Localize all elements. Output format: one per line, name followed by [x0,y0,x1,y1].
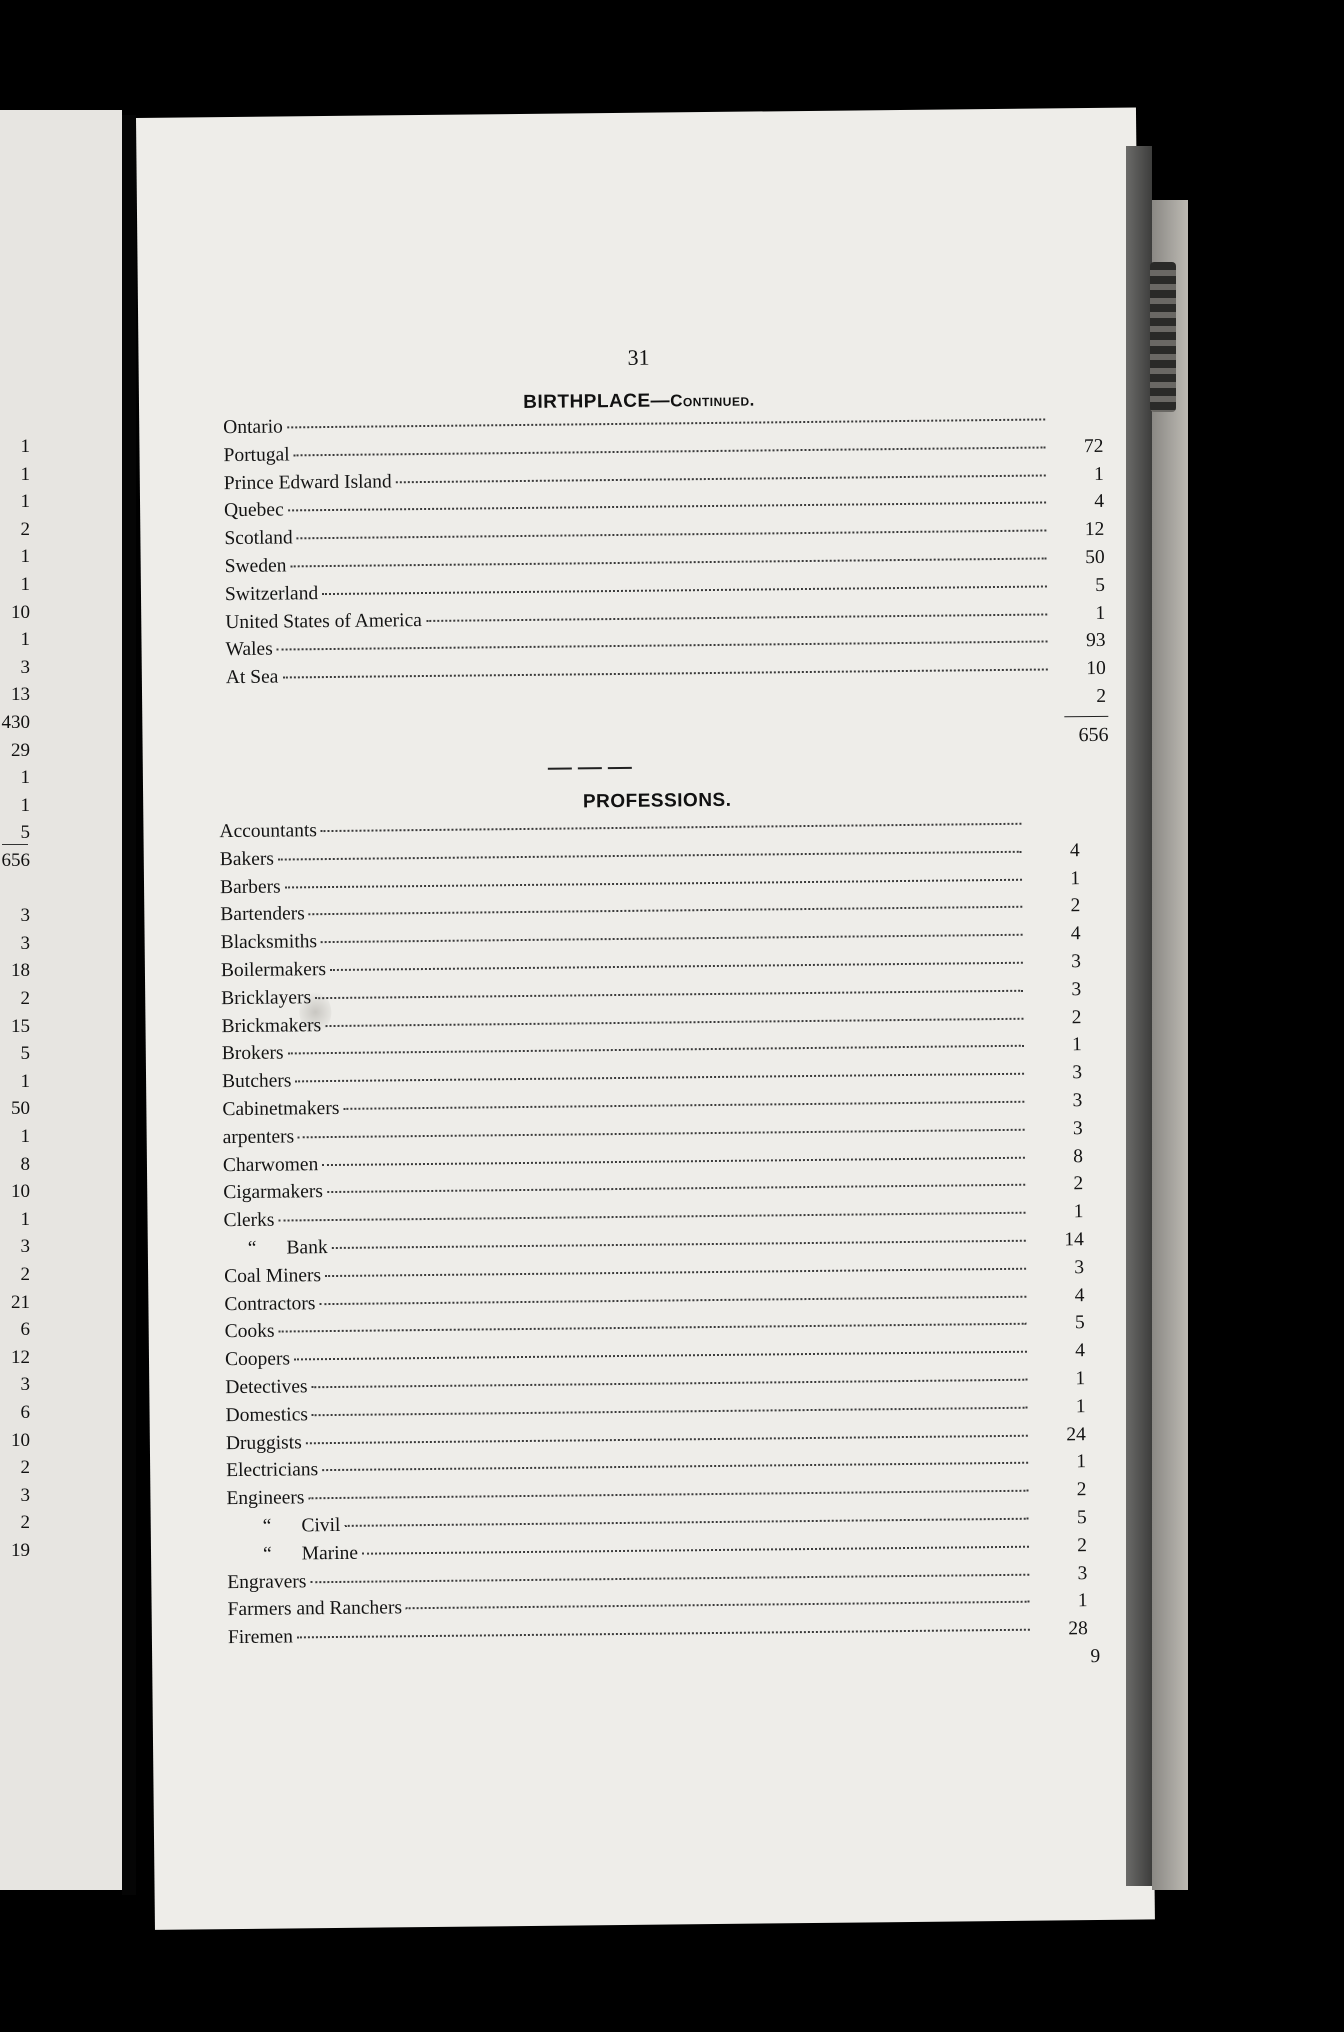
entry-label: Accountants [219,820,318,843]
entry-value: 2 [1077,1534,1088,1556]
entry-value: 3 [1072,1062,1083,1084]
spine-ornament [1150,262,1176,412]
birthplace-heading-main: BIRTHPLACE— [523,390,671,413]
ditto-mark: “ [262,1515,272,1537]
dot-leader [315,990,1023,999]
left-page-number: 3 [20,656,30,678]
entry-label: Wales [225,638,273,661]
entry-label: Blacksmiths [220,931,318,954]
entry-value: 14 [1064,1229,1084,1251]
left-page-number: 1 [20,794,30,816]
ditto-mark: “ [262,1543,272,1565]
entry-value: 3 [1077,1562,1088,1584]
left-page-number: 1 [20,629,30,651]
dot-leader [297,1629,1030,1639]
entry-label: Bank [286,1237,328,1259]
entry-label: Civil [301,1514,341,1537]
entry-value: 12 [1084,519,1105,541]
entry-label: Domestics [225,1404,309,1426]
entry-value: 50 [1085,546,1105,569]
entry-value: 5 [1074,1312,1085,1334]
entry-value: 1 [1073,1201,1084,1223]
entry-value: 4 [1094,491,1105,513]
entry-value: 3 [1072,1090,1083,1112]
dot-leader [277,641,1048,651]
entry-label: Cooks [224,1320,275,1343]
left-page-number: 2 [20,518,30,540]
dot-leader [319,1295,1026,1304]
entry-value: 1 [1093,463,1104,485]
left-page-number: 1 [20,574,30,595]
left-page-number: 1 [20,1208,30,1230]
left-page-number: 1 [20,436,30,457]
left-page-number: 1 [20,1070,30,1092]
birthplace-total-rule [1064,716,1108,717]
dot-leader [332,1240,1026,1249]
left-page-number: 1 [20,767,30,789]
left-page-number: 13 [11,684,30,706]
entry-label: Boilermakers [220,959,327,982]
entry-value: 2 [1076,1479,1087,1501]
dot-leader [279,1323,1027,1333]
birthplace-heading-continued: Continued. [670,390,755,411]
extra-value: 2 [1096,685,1107,707]
entry-label: Contractors [224,1292,316,1315]
entry-label: Scotland [224,527,293,550]
entry-label: Coal Miners [224,1264,322,1287]
entry-label: Ontario [223,416,283,439]
left-page-number: 1 [20,1126,30,1147]
left-page-number: 50 [11,1098,30,1120]
entry-value: 4 [1070,923,1081,945]
entry-value: 1 [1077,1590,1088,1612]
entry-label: Charwomen [222,1153,319,1176]
entry-value: 1 [1075,1395,1086,1417]
entry-label: Bartenders [220,903,305,926]
left-page-number: 656 [1,850,30,871]
dot-leader [278,1212,1025,1222]
entry-value: 28 [1068,1618,1088,1640]
entry-label: Bakers [219,848,275,870]
entry-label: Barbers [219,876,281,898]
professions-heading: PROFESSIONS. [582,789,732,813]
entry-value: 1 [1071,1034,1082,1056]
dot-leader [278,851,1022,861]
ditto-mark: “ [247,1237,257,1259]
entry-label: Brickmakers [221,1014,322,1037]
entry-label: Bricklayers [221,986,312,1009]
entry-label: Clerks [223,1209,275,1232]
dot-leader [309,906,1023,915]
entry-label: Switzerland [224,582,319,605]
left-page-number: 3 [20,1236,30,1258]
entry-value: 3 [1071,978,1082,1001]
book-edge [1152,200,1188,1890]
left-page-number: 15 [11,1015,30,1037]
entry-value [1055,424,1103,425]
left-page-fragment [0,110,122,1890]
left-page-number: 29 [11,739,30,761]
page-edge-shadow [1126,146,1152,1886]
dot-leader [290,557,1046,567]
entry-label: Farmers and Ranchers [227,1597,403,1621]
entry-label: Druggists [225,1431,302,1454]
entry-value: 3 [1072,1117,1083,1140]
dot-leader [322,585,1047,595]
right-page [136,108,1155,1930]
dot-leader [282,669,1047,679]
entry-label: Detectives [225,1376,308,1399]
dot-leader [426,613,1047,622]
entry-label: Cabinetmakers [222,1097,340,1121]
left-page-number: 6 [20,1402,30,1423]
left-page-number: 3 [20,905,30,927]
dot-leader [310,1573,1029,1583]
left-page-number: 3 [20,932,30,954]
entry-value: 5 [1095,574,1106,596]
left-page-number: 3 [20,1374,30,1396]
entry-value: 2 [1070,895,1081,917]
entry-label: Firemen [227,1626,294,1649]
entry-label: Engravers [227,1570,307,1593]
dot-leader [295,1073,1024,1083]
dot-leader [288,502,1046,512]
left-page-number: 10 [11,601,30,623]
entry-label: Prince Edward Island [223,470,392,494]
entry-label: Marine [301,1542,359,1565]
left-page-number: 21 [11,1291,30,1313]
birthplace-extra-values [1046,686,1106,714]
left-page-number: 1 [20,491,30,513]
extra-value: 9 [1090,1645,1101,1668]
professions-extra-values [1040,1646,1100,1674]
dot-leader [312,1406,1028,1415]
entry-value: 93 [1085,630,1106,652]
dot-leader [322,1156,1025,1165]
section-separator [548,767,632,770]
left-page-number: 5 [20,1043,30,1065]
dot-leader [330,962,1023,971]
entry-value: 3 [1071,951,1081,973]
left-page-number: 10 [11,1429,30,1451]
left-page-number: 2 [20,988,30,1009]
entry-label: Butchers [221,1070,292,1093]
dot-leader [297,530,1047,540]
left-page-number: 2 [20,1457,30,1479]
entry-value [1031,828,1079,829]
left-page-number: 2 [20,1264,30,1285]
left-total-rule [2,844,28,845]
birthplace-total: 656 [1078,723,1109,747]
entry-value: 8 [1073,1145,1084,1167]
entry-value: 1 [1095,602,1106,624]
entry-value: 1 [1075,1368,1086,1390]
dot-leader [362,1545,1029,1554]
dot-leader [321,823,1021,832]
left-page-number: 8 [20,1153,30,1175]
dot-leader [308,1490,1028,1500]
left-page-number: 1 [20,463,30,485]
dot-leader [344,1518,1028,1527]
page-number: 31 [627,344,650,370]
dot-leader [287,418,1045,428]
entry-label: Electricians [226,1459,319,1482]
dot-leader [294,1351,1027,1361]
dot-leader [312,1379,1028,1388]
entry-value: 2 [1073,1173,1084,1195]
entry-label: arpenters [222,1126,295,1148]
dot-leader [288,1045,1024,1055]
dot-leader [325,1267,1026,1276]
left-page-number: 19 [11,1540,30,1561]
professions-list [219,812,1088,1655]
entry-value: 5 [1076,1507,1087,1529]
left-page-number: 5 [20,822,30,844]
entry-label: Coopers [224,1348,291,1371]
entry-value: 3 [1074,1256,1085,1278]
book-gutter [122,115,136,1895]
entry-value: 1 [1076,1451,1087,1473]
entry-label: United States of America [225,609,422,633]
dot-leader [322,1462,1028,1471]
left-page-number: 18 [11,960,30,982]
entry-label: Cigarmakers [223,1181,324,1204]
dot-leader [285,878,1022,888]
entry-label: At Sea [225,666,279,689]
entry-value: 1 [1070,867,1081,889]
left-page-number: 10 [11,1181,30,1203]
dot-leader [327,1184,1025,1193]
left-page-number: 3 [20,1484,30,1506]
dot-leader [321,934,1023,943]
entry-value: 72 [1083,435,1104,457]
left-page-number: 430 [1,712,30,733]
dot-leader [325,1017,1023,1026]
entry-value: 4 [1069,839,1080,862]
birthplace-list [223,408,1106,695]
entry-value: 24 [1066,1423,1086,1445]
entry-label: Quebec [224,499,284,522]
entry-label: Brokers [221,1042,284,1065]
dot-leader [396,474,1046,483]
dot-leader [294,446,1046,456]
entry-label: Sweden [224,555,287,578]
left-page-number: 6 [20,1319,30,1341]
dot-leader [343,1101,1024,1110]
entry-label: Engineers [226,1487,305,1510]
entry-value: 4 [1075,1340,1086,1362]
entry-label: Portugal [223,444,290,466]
entry-value: 4 [1074,1284,1085,1306]
dot-leader [306,1434,1028,1444]
left-page-number: 1 [20,546,30,568]
left-page-number: 12 [11,1346,30,1368]
left-page-number: 2 [20,1512,30,1534]
entry-value: 10 [1086,658,1106,680]
dot-leader [406,1601,1030,1610]
entry-value: 2 [1071,1006,1082,1028]
dot-leader [298,1129,1025,1139]
